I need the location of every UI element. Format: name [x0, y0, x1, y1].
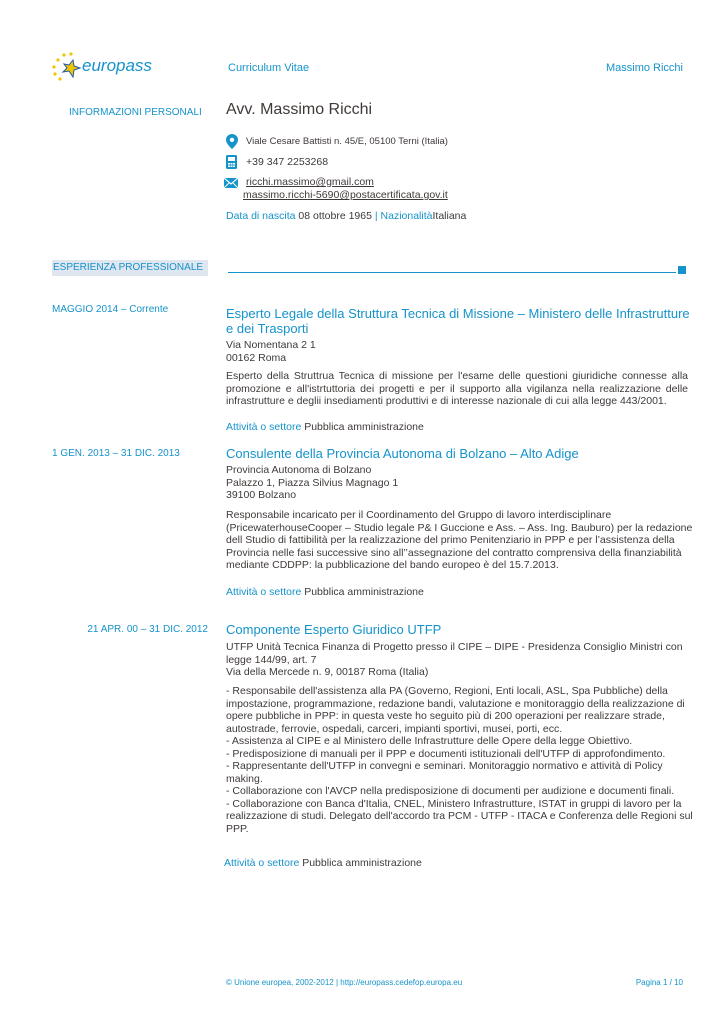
job-title: Componente Esperto Giuridico UTFP: [226, 622, 442, 637]
doc-title: Curriculum Vitae: [228, 62, 310, 74]
job-date: 1 GEN. 2013 – 31 DIC. 2013: [52, 448, 180, 459]
description-line: - Assistenza al CIPE e al Ministero delle Infrastrutture delle Opere della legge Obiettivo.: [226, 735, 633, 747]
description-line: - Collaborazione con Banca d'Italia, CNEL, Ministero Infrastrutture, ISTAT in gruppi di lavoro per la: [226, 797, 682, 810]
experience-section-label: ESPERIENZA PROFESSIONALE: [53, 262, 204, 273]
section-divider: [228, 272, 676, 273]
employer-line: Via Nomentana 2 1: [226, 339, 316, 351]
job-sector: [226, 421, 424, 433]
description-line: realizzazione di studi. Delegato dell'accordo tra PCM - UTFP - ITACA e Conferenza delle Regioni sul: [226, 810, 693, 822]
description-line: Provincia nelle fasi successive sino all’’assegnazione del contratto comprensiva della finanziabilità: [226, 546, 682, 559]
footer-page-number: Pagina 1 / 10: [635, 978, 683, 987]
header-person-name: Massimo Ricchi: [605, 62, 683, 74]
sector-label: Attività o settore: [226, 421, 302, 433]
description-line: - Rappresentante dell'UTFP in convegni e seminari. Monitoraggio normativo e attività di Policy: [226, 760, 663, 772]
section-marker: [678, 266, 686, 274]
logo-text: europass: [82, 56, 152, 75]
birth-nationality-row: [226, 210, 466, 222]
employer-line: legge 144/99, art. 7: [226, 653, 317, 666]
sector-value: Pubblica amministrazione: [304, 586, 424, 598]
sector-label: Attività o settore: [224, 857, 300, 869]
job-description: Esperto della Struttrua Tecnica di missione per l'esame delle questioni giuridiche connesse alla promozione e all'istrtuttoria dei progetti e per il supporto alla vigilanza nella realizzazione delle infrastrutture e deglii insediamenti produttivi e di interesse nazionale di cui alla legge 443/2001.: [226, 370, 688, 407]
employer-line: 39100 Bolzano: [226, 489, 297, 501]
employer-line: Via della Mercede n. 9, 00187 Roma (Italia): [226, 666, 429, 678]
address-text: Viale Cesare Battisti n. 45/E, 05100 Terni (Italia): [246, 136, 448, 147]
description-line: - Collaborazione con l'AVCP nella predisposizione di documenti per audizione e documenti finali.: [226, 785, 675, 797]
description-line: - Predisposizione di manuali per il PPP e documenti istituzionali dell'UTFP di approfondimento.: [226, 747, 666, 760]
phone-icon: [226, 155, 240, 169]
employer-line: Palazzo 1, Piazza Silvius Magnago 1: [226, 476, 399, 489]
nationality-value: Italiana: [432, 210, 467, 222]
job-sector: [226, 586, 424, 598]
sector-label: Attività o settore: [226, 586, 302, 598]
description-line: opere pubbliche in PPP: in questa veste ho seguito più di 200 operazioni per realizzare strade,: [226, 710, 665, 722]
description-line: Responsabile incaricato per il Coordinamento del Gruppo di lavoro interdisciplinare: [226, 509, 612, 521]
description-line: autostrade, ferrovie, ospedali, carceri, impianti sportivi, musei, porti, ecc.: [226, 722, 563, 735]
job-employer: [226, 464, 688, 502]
phone-number: +39 347 2253268: [246, 156, 329, 168]
birth-value: 08 ottobre 1965: [298, 210, 372, 222]
job-title: Esperto Legale della Struttura Tecnica di Missione – Ministero delle Infrastrutture e dei Trasporti: [226, 306, 690, 336]
personal-info-label: INFORMAZIONI PERSONALI: [69, 107, 202, 118]
employer-line: Provincia Autonoma di Bolzano: [226, 464, 372, 476]
job-date: 21 APR. 00 – 31 DIC. 2012: [87, 624, 208, 635]
description-line: dell Studio di fattibilità per la realizzazione del primo Penitenziario in PPP e per l’assistenza della: [226, 534, 675, 546]
job-description: [226, 685, 693, 835]
job-date: MAGGIO 2014 – Corrente: [52, 304, 169, 315]
job-description: [226, 509, 693, 572]
employer-line: 00162 Roma: [226, 351, 287, 364]
description-line: (PricewaterhouseCooper – Studio legale P& I Guccione e Ass. – Ass. Ing. Bauburo) per la redazione: [226, 521, 693, 534]
footer-copyright[interactable]: © Unione europea, 2002-2012 | http://europass.cedefop.europa.eu: [226, 978, 463, 987]
employer-line: UTFP Unità Tecnica Finanza di Progetto presso il CIPE – DIPE - Presidenza Consiglio Ministri con: [226, 641, 683, 653]
email-link-pec[interactable]: massimo.ricchi-5690@postacertificata.gov.it: [243, 189, 448, 201]
description-line: mediante CDDPP: la pubblicazione del bando europeo è del 15.7.2013.: [226, 559, 559, 571]
europass-logo: [50, 50, 160, 86]
job-employer: [226, 641, 688, 679]
job-employer: [226, 339, 688, 364]
sector-value: Pubblica amministrazione: [304, 421, 424, 433]
email-icon: [224, 178, 238, 192]
description-line: - Responsabile dell'assistenza alla PA (Governo, Regioni, Enti locali, ASL, Spa Pubbliche) della: [226, 685, 668, 697]
birth-label: Data di nascita: [226, 210, 296, 222]
description-line: PPP.: [226, 822, 249, 835]
sector-value: Pubblica amministrazione: [302, 857, 422, 869]
job-sector: [224, 857, 422, 869]
description-line: impostazione, programmazione, redazione bandi, valutazione e monitoraggio della realizzazione di: [226, 697, 685, 710]
separator: |: [374, 210, 378, 222]
location-icon: [226, 134, 240, 148]
job-title: Consulente della Provincia Autonoma di Bolzano – Alto Adige: [226, 446, 579, 461]
email-link-primary[interactable]: ricchi.massimo@gmail.com: [246, 176, 374, 188]
description-line: making.: [226, 772, 263, 785]
nationality-label: Nazionalità: [380, 210, 433, 222]
full-name: Avv. Massimo Ricchi: [226, 101, 373, 118]
